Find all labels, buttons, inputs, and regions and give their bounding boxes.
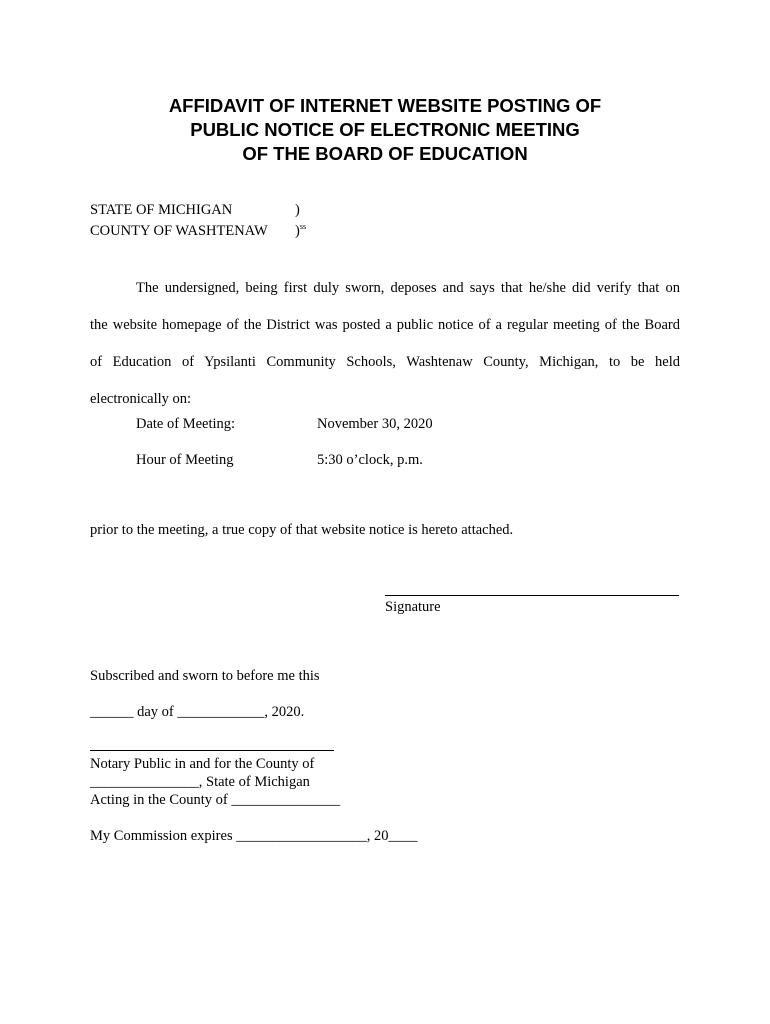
subscribed-text: Subscribed and sworn to before me this xyxy=(90,668,320,684)
signature-line xyxy=(385,595,679,596)
date-of-meeting-label: Date of Meeting: xyxy=(136,416,236,432)
hour-of-meeting-value: 5:30 o’clock, p.m. xyxy=(317,452,423,468)
paragraph-line-2: the website homepage of the District was posted a public notice of a regular meeting of the Board xyxy=(90,317,680,333)
affidavit-paragraph xyxy=(90,270,680,418)
day-of-line: ______ day of ____________, 2020. xyxy=(90,704,305,720)
venue-paren-1: ) xyxy=(295,202,300,218)
venue-state: STATE OF MICHIGAN xyxy=(90,202,233,218)
venue-ss: ss xyxy=(299,222,307,232)
hour-of-meeting-label: Hour of Meeting xyxy=(136,452,234,468)
notary-line-1: Notary Public in and for the County of xyxy=(90,756,315,772)
title-line-3: OF THE BOARD OF EDUCATION xyxy=(242,143,528,164)
date-of-meeting-value: November 30, 2020 xyxy=(317,416,433,432)
signature-label: Signature xyxy=(385,599,441,615)
notary-signature-line xyxy=(90,750,334,751)
venue-block xyxy=(90,200,307,242)
notary-line-3: Acting in the County of _______________ xyxy=(90,792,341,808)
paragraph-line-4: electronically on: xyxy=(90,391,192,407)
title-line-2: PUBLIC NOTICE OF ELECTRONIC MEETING xyxy=(190,119,580,140)
commission-expires: My Commission expires __________________, 20____ xyxy=(90,828,418,844)
prior-to-meeting-text: prior to the meeting, a true copy of that website notice is hereto attached. xyxy=(90,522,514,538)
notary-line-2: _______________, State of Michigan xyxy=(90,774,310,790)
venue-paren-2: )$^{ss}$ xyxy=(295,222,307,239)
document-title xyxy=(0,94,770,166)
paragraph-line-3: of Education of Ypsilanti Community Schools, Washtenaw County, Michigan, to be held xyxy=(90,354,680,370)
paragraph-line-1: The undersigned, being first duly sworn, deposes and says that he/she did verify that on xyxy=(136,280,680,296)
venue-county: COUNTY OF WASHTENAW xyxy=(90,223,268,239)
title-line-1: AFFIDAVIT OF INTERNET WEBSITE POSTING OF xyxy=(168,95,602,116)
